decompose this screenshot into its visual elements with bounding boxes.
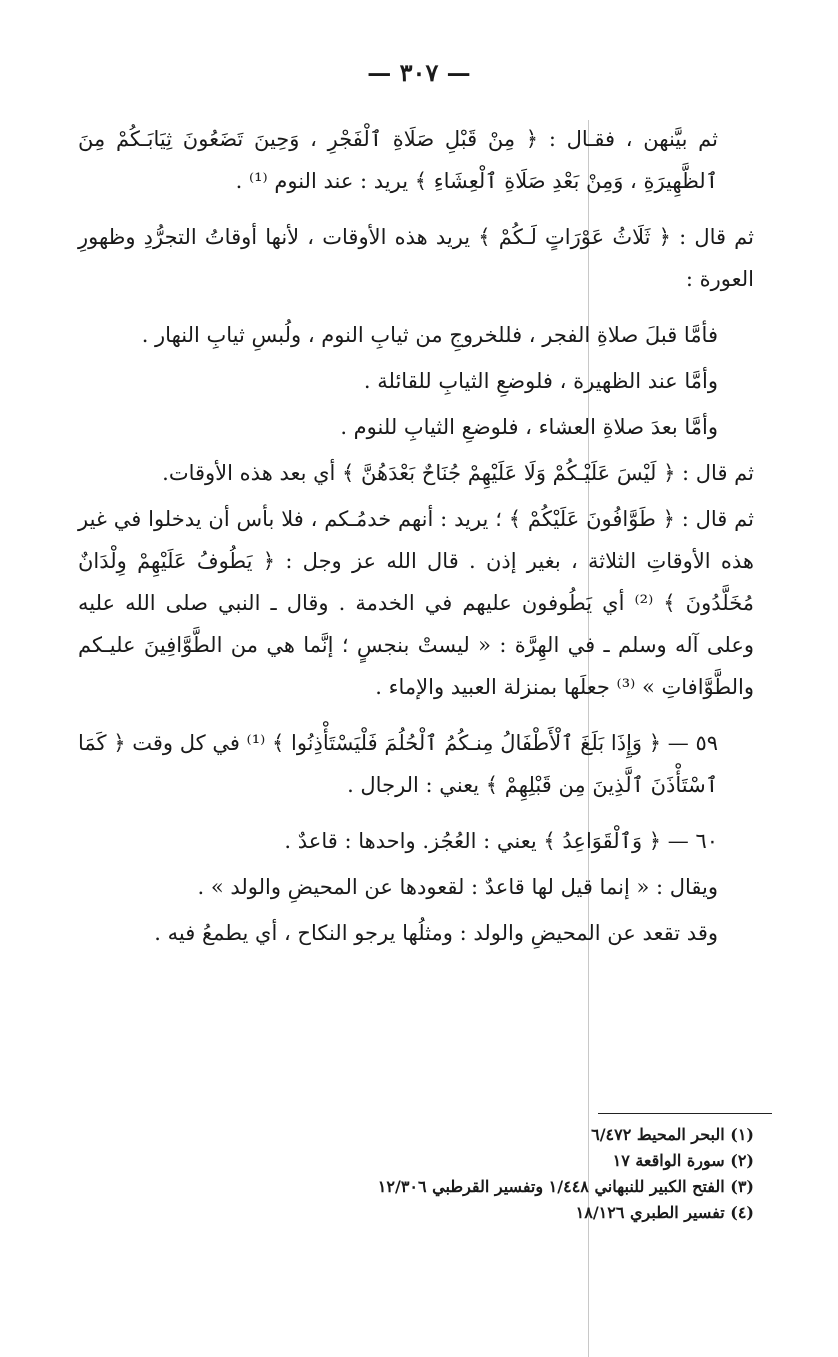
- paragraph: ٥٩ — ﴿ وَإِذَا بَلَغَ ٱلْأَطْفَالُ مِنـكُمُ ٱلْحُلُمَ فَلْيَسْتَأْذِنُوا ﴾ ⁽¹⁾ في كل وقت ﴿ كَمَا ٱسْتَأْذَنَ ٱلَّذِينَ مِن قَبْلِهِمْ ﴾ يعني : الرجال .: [78, 731, 718, 797]
- paragraph: وأمَّا بعدَ صلاةِ العشاء ، فلوضعِ الثيابِ للنوم .: [340, 415, 718, 439]
- footnote: (٢) سورة الواقعة ١٧: [612, 1151, 754, 1170]
- footnote-divider: [598, 1113, 772, 1114]
- page-number: — ٣٠٧ —: [367, 58, 471, 87]
- paragraph: وقد تقعد عن المحيضِ والولد : ومثلُها يرجو النكاح ، أي يطمعُ فيه .: [154, 921, 718, 945]
- paragraph: وأمَّا عند الظهيرة ، فلوضعِ الثيابِ للقائلة .: [363, 369, 718, 393]
- footnotes: [78, 1122, 754, 1226]
- paragraph: ثم بيَّنهن ، فقـال : ﴿ مِنْ قَبْلِ صَلَاةِ ٱلْفَجْرِ ، وَحِينَ تَضَعُونَ ثِيَابَـكُمْ مِنَ ٱلظَّهِيرَةِ ، وَمِنْ بَعْدِ صَلَاةِ ٱلْعِشَاءِ ﴾ يريد : عند النوم ⁽¹⁾ .: [78, 127, 718, 193]
- footnote: (٤) تفسير الطبري ١٨/١٢٦: [575, 1203, 754, 1222]
- paragraph: ثم قال : ﴿ لَيْسَ عَلَيْـكُمْ وَلَا عَلَيْهِمْ جُنَاحٌ بَعْدَهُنَّ ﴾ أي بعد هذه الأوقات.: [162, 461, 754, 485]
- footnote: (١) البحر المحيط ٦/٤٧٢: [591, 1125, 754, 1144]
- paragraph: ويقال : « إنما قيل لها قاعدٌ : لقعودها عن المحيضِ والولد » .: [197, 875, 718, 899]
- footnote: (٣) الفتح الكبير للنبهاني ١/٤٤٨ وتفسير القرطبي ١٢/٣٠٦: [377, 1177, 754, 1196]
- paragraph: ثم قال : ﴿ طَوَّافُونَ عَلَيْكُمْ ﴾ ؛ يريد : أنهم خدمُـكم ، فلا بأس أن يدخلوا في غير هذه الأوقاتِ الثلاثة ، بغير إذن . قال الله عز وجل : ﴿ يَطُوفُ عَلَيْهِمْ وِلْدَانٌ مُخَلَّدُونَ ﴾ ⁽²⁾ أي يَطُوفون عليهم في الخدمة . وقال ـ النبي صلى الله عليه وعلى آله وسلم ـ في الهِرَّة : « ليستْ بنجسٍ ؛ إنَّما هي من الطَّوَّافِينَ عليـكم والطَّوَّافاتِ » ⁽³⁾ جعلَها بمنزلة العبيد والإماء .: [78, 507, 755, 699]
- paragraph: فأمَّا قبلَ صلاةِ الفجر ، فللخروجِ من ثيابِ النوم ، ولُبسِ ثيابِ النهار .: [141, 323, 718, 347]
- paragraph: ثم قال : ﴿ ثَلَاثُ عَوْرَاتٍ لَـكُمْ ﴾ يريد هذه الأوقات ، لأنها أوقاتُ التجرُّدِ وظهورِ العورة :: [78, 225, 754, 291]
- main-text: [78, 118, 754, 968]
- paragraph: ٦٠ — ﴿ وَٱلْقَوَاعِدُ ﴾ يعني : العُجُز. واحدها : قاعدٌ .: [284, 829, 718, 853]
